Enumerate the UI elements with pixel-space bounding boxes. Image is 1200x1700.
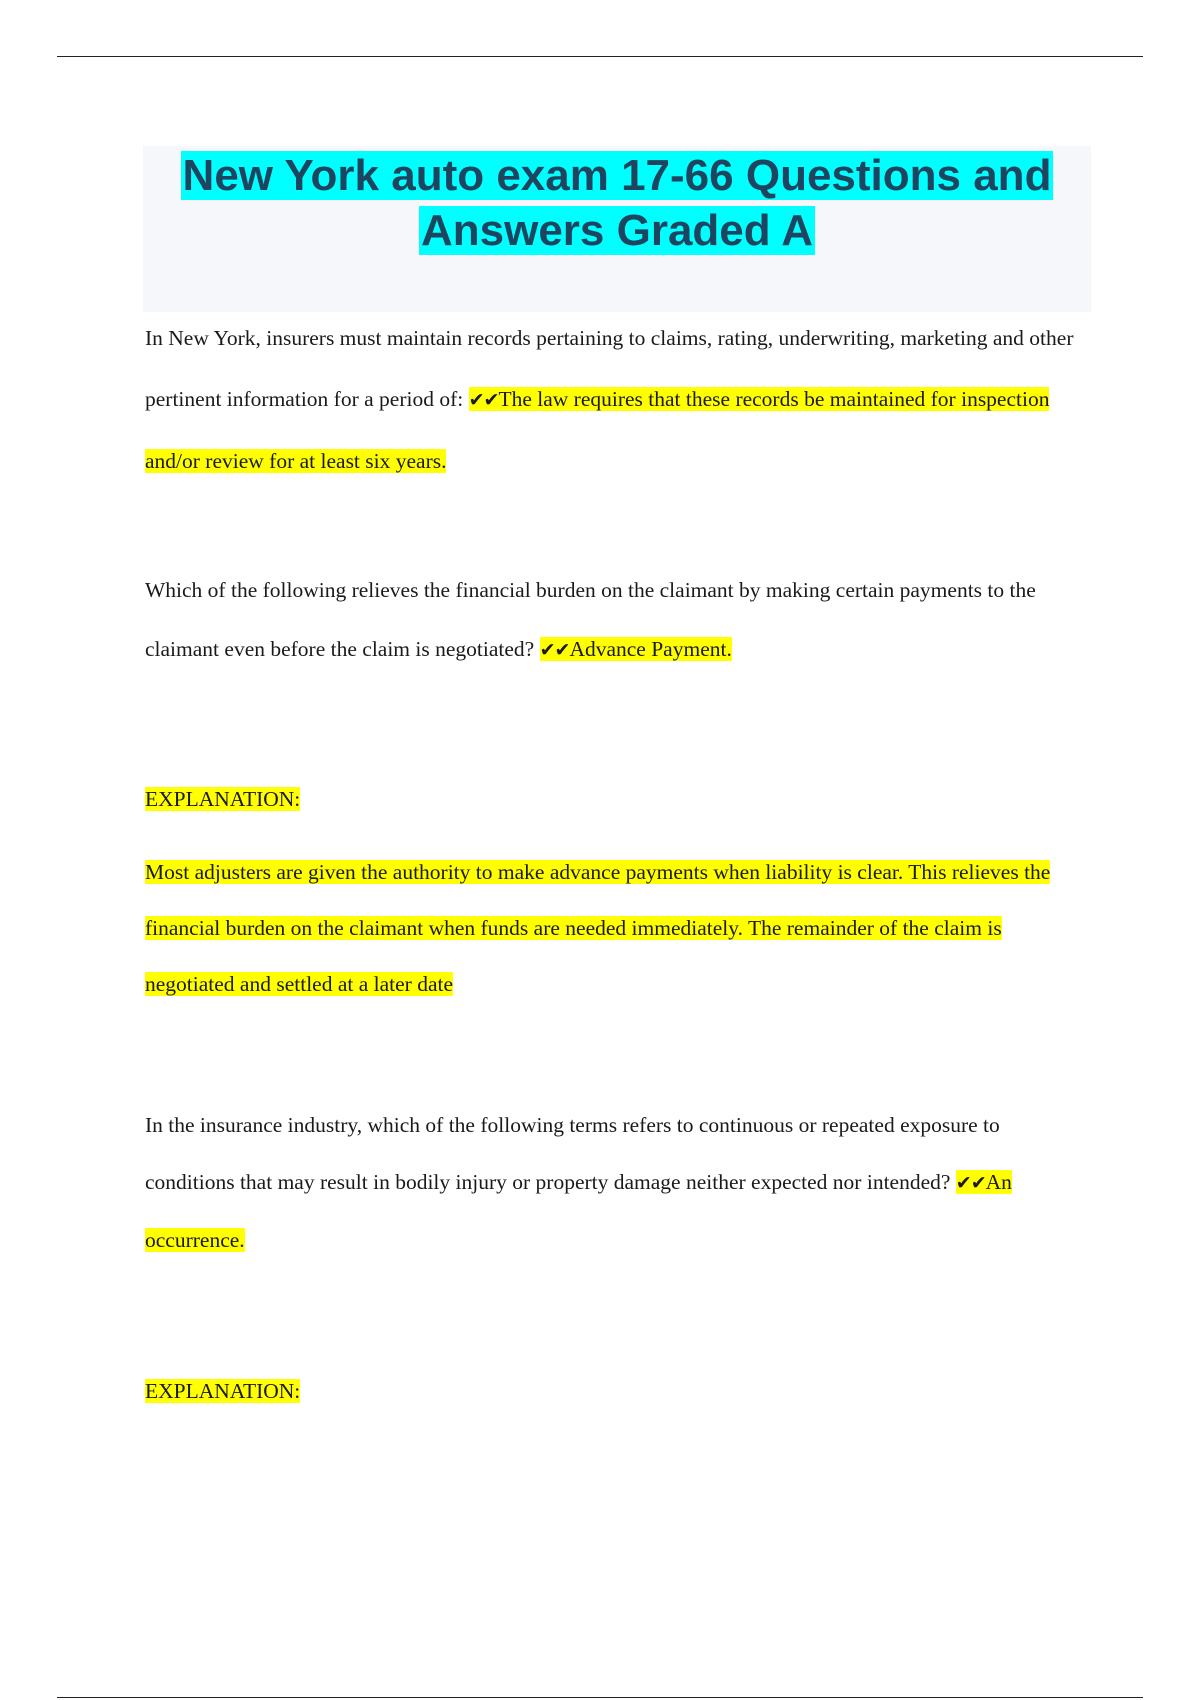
question-1-text: In New York, insurers must maintain records pertaining to claims, rating, underwriting, marketing and other pertinent information for a period of: — [145, 326, 1074, 411]
header-rule — [57, 56, 1143, 57]
explanation-2 — [145, 844, 1091, 1012]
explanation-label-3-text: EXPLANATION: — [145, 1379, 301, 1403]
question-2-text: Which of the following relieves the financial burden on the claimant by making certain payments to the claimant even before the claim is negotiated? — [145, 578, 1036, 661]
answer-1-text: The law requires that these records be maintained for inspection and/or review for at least six years. — [145, 387, 1050, 473]
question-2 — [145, 561, 1091, 680]
double-check-icon: ✔✔ — [955, 1172, 986, 1194]
explanation-2-text: Most adjusters are given the authority to make advance payments when liability is clear. This relieves the financial burden on the claimant when funds are needed immediately. The remainder of the claim is negotiated and settled at a later date — [145, 860, 1051, 996]
double-check-icon: ✔✔ — [468, 389, 499, 411]
double-check-icon: ✔✔ — [539, 639, 570, 661]
answer-2 — [540, 637, 732, 661]
answer-2-text: Advance Payment. — [569, 637, 732, 661]
title-block — [143, 146, 1091, 312]
footer-rule — [57, 1697, 1143, 1698]
question-3-text: In the insurance industry, which of the following terms refers to continuous or repeated exposure to conditions that may result in bodily injury or property damage neither expected nor intended? — [145, 1113, 1000, 1194]
page-title-highlight: New York auto exam 17-66 Questions and Answers Graded A — [182, 151, 1052, 255]
explanation-label-3 — [145, 1373, 1091, 1409]
page-title — [143, 146, 1091, 258]
question-1 — [145, 308, 1091, 492]
answer-3-text: An occurrence. — [145, 1170, 1012, 1252]
explanation-label-2-text: EXPLANATION: — [145, 787, 301, 811]
explanation-label-2 — [145, 781, 1091, 817]
question-3 — [145, 1097, 1091, 1269]
